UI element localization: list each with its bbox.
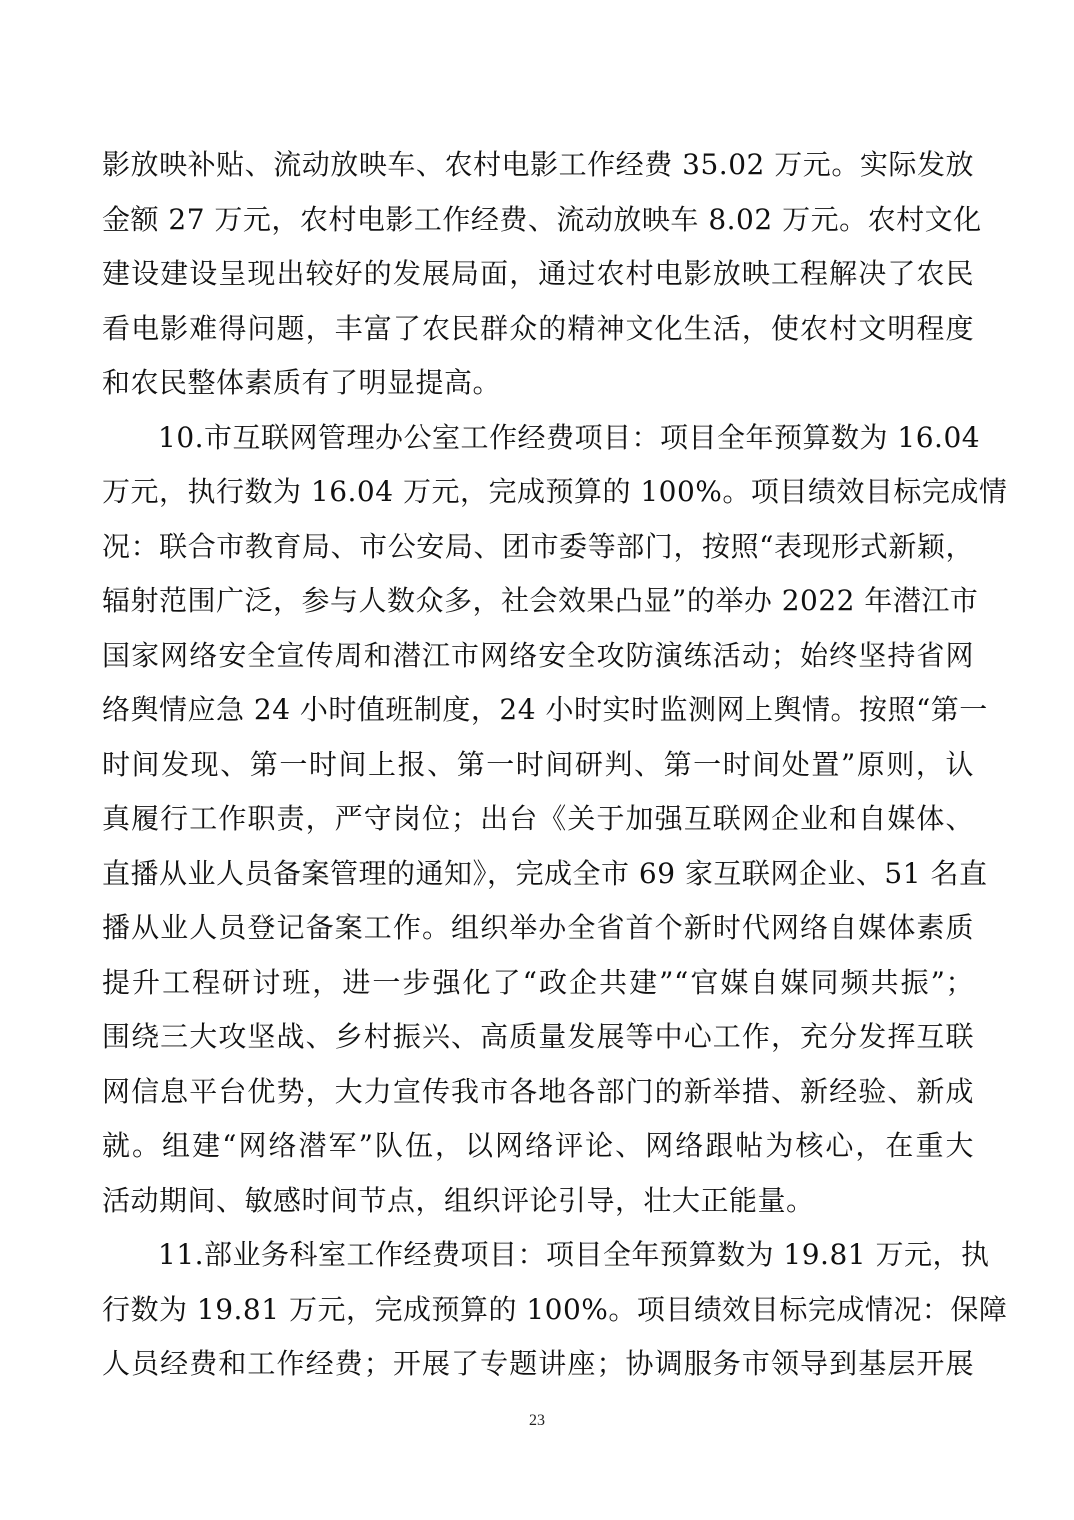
body-text <box>102 143 1008 1397</box>
text-line: 金额 27 万元，农村电影工作经费、流动放映车 8.02 万元。农村文化 <box>102 202 982 236</box>
page-number: 23 <box>529 1412 545 1429</box>
text-line: 11.部业务科室工作经费项目：项目全年预算数为 19.81 万元，执 <box>158 1238 990 1271</box>
text-line: 行数为 19.81 万元，完成预算的 100%。项目绩效目标完成情况：保障 <box>102 1292 1008 1326</box>
text-line: 活动期间、敏感时间节点，组织评论引导，壮大正能量。 <box>102 1183 815 1217</box>
text-line: 播从业人员登记备案工作。组织举办全省首个新时代网络自媒体素质 <box>102 911 974 944</box>
text-line: 国家网络安全宣传周和潜江市网络安全攻防演练活动；始终坚持省网 <box>102 638 974 672</box>
text-line: 影放映补贴、流动放映车、农村电影工作经费 35.02 万元。实际发放 <box>102 148 974 181</box>
text-line: 人员经费和工作经费；开展了专题讲座；协调服务市领导到基层开展 <box>102 1347 974 1380</box>
text-line: 提升工程研讨班，进一步强化了“政企共建”“官媒自媒同频共振”； <box>102 965 974 999</box>
text-line: 时间发现、第一时间上报、第一时间研判、第一时间处置”原则，认 <box>102 747 974 781</box>
text-line: 万元，执行数为 16.04 万元，完成预算的 100%。项目绩效目标完成情 <box>102 475 1008 508</box>
text-line: 就。组建“网络潜军”队伍，以网络评论、网络跟帖为核心，在重大 <box>102 1129 974 1162</box>
text-line: 况：联合市教育局、市公安局、团市委等部门，按照“表现形式新颖， <box>102 529 974 563</box>
text-line: 真履行工作职责，严守岗位；出台《关于加强互联网企业和自媒体、 <box>102 802 974 835</box>
text-line: 建设建设呈现出较好的发展局面，通过农村电影放映工程解决了农民 <box>102 257 974 290</box>
text-line: 辐射范围广泛，参与人数众多，社会效果凸显”的举办 2022 年潜江市 <box>102 584 979 617</box>
text-line: 网信息平台优势，大力宣传我市各地各部门的新举措、新经验、新成 <box>102 1074 974 1108</box>
text-line: 看电影难得问题，丰富了农民群众的精神文化生活，使农村文明程度 <box>102 311 974 345</box>
text-line: 直播从业人员备案管理的通知》，完成全市 69 家互联网企业、51 名直 <box>102 856 988 890</box>
text-line: 围绕三大攻坚战、乡村振兴、高质量发展等中心工作，充分发挥互联 <box>102 1020 974 1053</box>
text-line: 和农民整体素质有了明显提高。 <box>102 366 502 399</box>
text-line: 10.市互联网管理办公室工作经费项目：项目全年预算数为 16.04 <box>158 420 981 454</box>
text-line: 络舆情应急 24 小时值班制度，24 小时实时监测网上舆情。按照“第一 <box>102 693 988 726</box>
